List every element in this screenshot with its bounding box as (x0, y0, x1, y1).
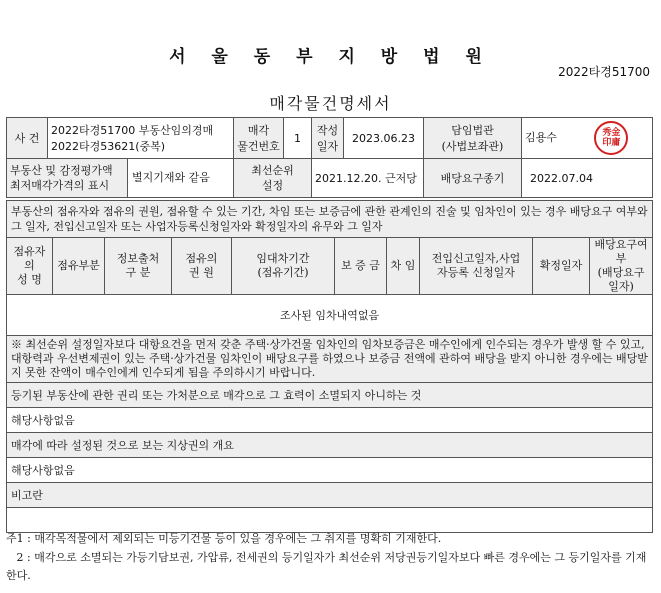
section-rights-value: 해당사항없음 (7, 408, 653, 433)
case-info-table (6, 117, 653, 198)
judge-value: 김용수 (525, 131, 557, 144)
section-superficies-value: 해당사항없음 (7, 458, 653, 483)
no-lease-data: 조사된 임차내역없음 (7, 295, 653, 336)
section-rights-title: 등기된 부동산에 관한 권리 또는 가처분으로 매각으로 그 효력이 소멸되지 아니하는 것 (7, 383, 653, 408)
col-occupant-name: 점유자의 성 명 (7, 238, 53, 295)
col-info-source: 정보출처 구 분 (105, 238, 172, 295)
col-dividend-request: 배당요구여부 (배당요구일자) (590, 238, 653, 295)
occupancy-table (6, 200, 653, 533)
col-rent: 차 임 (387, 238, 420, 295)
appraisal-value: 별지기재와 같음 (127, 159, 233, 197)
case-value-line-2: 2022타경53621(중복) (51, 140, 166, 153)
document-title: 매각물건명세서 (269, 94, 392, 113)
remarks-value (7, 508, 653, 533)
footnote-1: 주1 : 매각목적물에서 제외되는 미등기건물 등이 있을 경우에는 그 취지를 명확히 기재한다. (6, 532, 442, 545)
judge-label: 담임법관 (사법보좌관) (424, 118, 522, 159)
court-name: 서 울 동 부 지 방 법 원 (169, 47, 492, 67)
case-number-top: 2022타경51700 (558, 65, 650, 79)
case-label: 사 건 (7, 118, 48, 159)
col-fixed-date: 확정일자 (533, 238, 590, 295)
priority-value: 2021.12.20. 근저당 (312, 159, 424, 198)
tenant-warning: ※ 최선순위 설정일자보다 대항요건을 먼저 갖춘 주택·상가건물 임차인의 임차보증금은 매수인에게 인수되는 경우가 발생 할 수 있고, 대항력과 우선변제권이 있는 주택·상가건물 임차인이 배당요구를 하였으나 보증금 전액에 관하여 배당을 받지 아니한 경우에는 배당받지 못한 잔액이 매수인에게 인수되게 됨을 주의하시기 바랍니다. (7, 336, 653, 383)
case-value (48, 118, 234, 159)
col-occupied-part: 점유부분 (53, 238, 105, 295)
date-label: 작성 일자 (312, 118, 344, 159)
appraisal-label: 부동산 및 감정평가액 최저매각가격의 표시 (10, 164, 113, 192)
col-deposit: 보 증 금 (335, 238, 387, 295)
seal-stamp: 秀金 印庸 (594, 121, 628, 155)
remarks-title: 비고란 (7, 483, 653, 508)
deadline-value: 2022.07.04 (522, 159, 653, 198)
section-superficies-title: 매각에 따라 설정된 것으로 보는 지상권의 개요 (7, 433, 653, 458)
col-occupancy-right: 점유의 권 원 (172, 238, 232, 295)
case-value-line-1: 2022타경51700 부동산임의경매 (51, 124, 214, 137)
col-move-in-date: 전입신고일자,사업 자등록 신청일자 (420, 238, 533, 295)
judge-cell (522, 118, 653, 159)
col-lease-period: 임대차기간 (점유기간) (232, 238, 335, 295)
priority-label: 최선순위 설정 (234, 159, 312, 198)
appraisal-cell (7, 159, 234, 198)
deadline-label: 배당요구종기 (424, 159, 522, 198)
sale-number-value: 1 (284, 118, 312, 159)
sale-number-label: 매각 물건번호 (234, 118, 284, 159)
date-value: 2023.06.23 (344, 118, 424, 159)
footnote-2: 2 : 매각으로 소멸되는 가등기담보권, 가압류, 전세권의 등기일자가 최선순위 저당권등기일자보다 빠른 경우에는 그 등기일자를 기재한다. (6, 551, 647, 582)
occupancy-note: 부동산의 점유자와 점유의 권원, 점유할 수 있는 기간, 차임 또는 보증금에 관한 관계인의 진술 및 임차인이 있는 경우 배당요구 여부와 그 일자, 전입신고일자 또는 사업자등록신청일자와 확정일자의 유무와 그 일자 (7, 201, 653, 238)
